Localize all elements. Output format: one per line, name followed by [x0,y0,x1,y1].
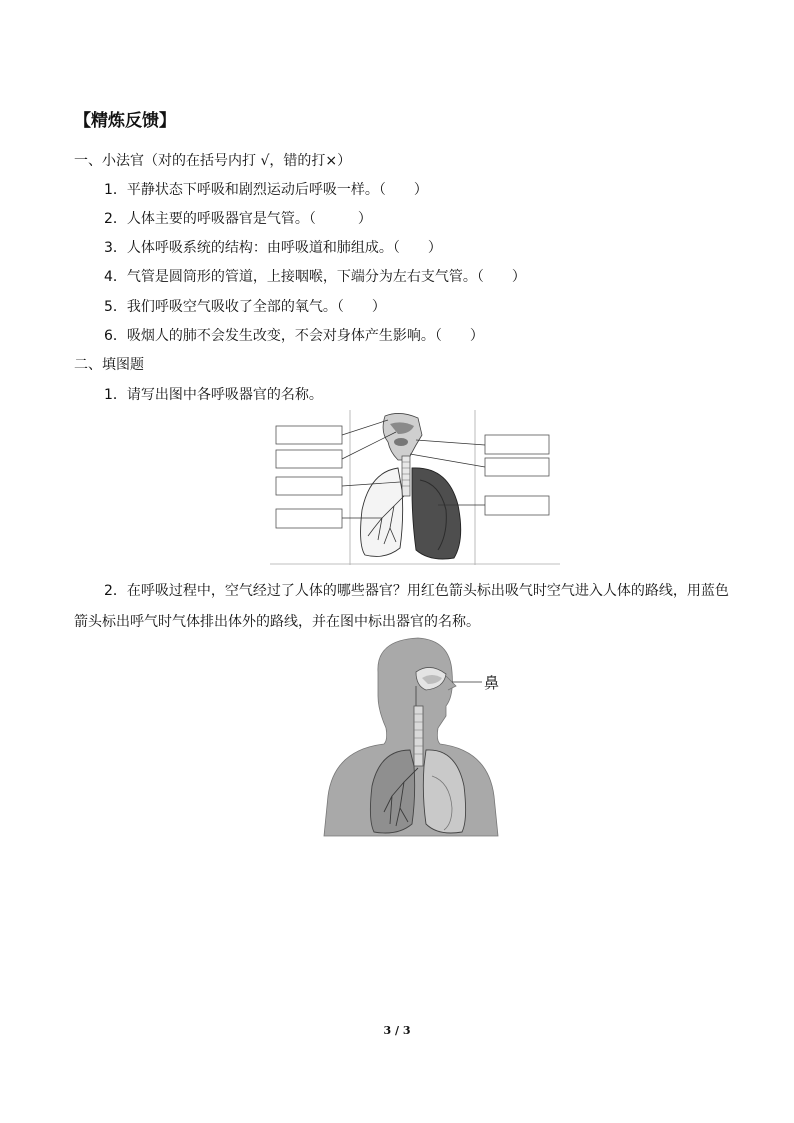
question-3: 3．人体呼吸系统的结构：由呼吸道和肺组成。（ ） [104,240,442,256]
question-1: 1．平静状态下呼吸和剧烈运动后呼吸一样。（ ） [104,182,428,198]
question-2: 2．人体主要的呼吸器官是气管。（ ） [104,211,372,227]
section-heading: 【精炼反馈】 [74,111,176,131]
question-6: 6．吸烟人的肺不会发生改变，不会对身体产生影响。（ ） [104,328,484,344]
label-box-left-1[interactable] [276,426,342,444]
page-number: 3 / 3 [383,1024,411,1037]
nose-label: 鼻 [484,674,500,692]
label-box-right-3[interactable] [485,496,549,515]
question-4: 4．气管是圆筒形的管道，上接咽喉，下端分为左右支气管。（ ） [104,269,526,285]
fill-question-2: 2．在呼吸过程中，空气经过了人体的哪些器官？用红色箭头标出吸气时空气进入人体的路线，用蓝色箭头标出呼气时气体排出体外的路线，并在图中标出器官的名称。 [74,583,729,630]
fill-question-1: 1．请写出图中各呼吸器官的名称。 [104,387,323,403]
section2-title: 二、填图题 [74,357,144,373]
label-box-right-2[interactable] [485,458,549,476]
label-box-left-2[interactable] [276,450,342,468]
label-box-left-3[interactable] [276,477,342,495]
section1-title: 一、小法官（对的在括号内打 √，错的打×） [74,153,352,169]
label-box-left-4[interactable] [276,509,342,528]
human-respiratory-figure [318,636,508,838]
respiratory-system-figure [270,410,560,570]
question-5: 5．我们呼吸空气吸收了全部的氧气。（ ） [104,299,386,315]
label-box-right-1[interactable] [485,435,549,454]
